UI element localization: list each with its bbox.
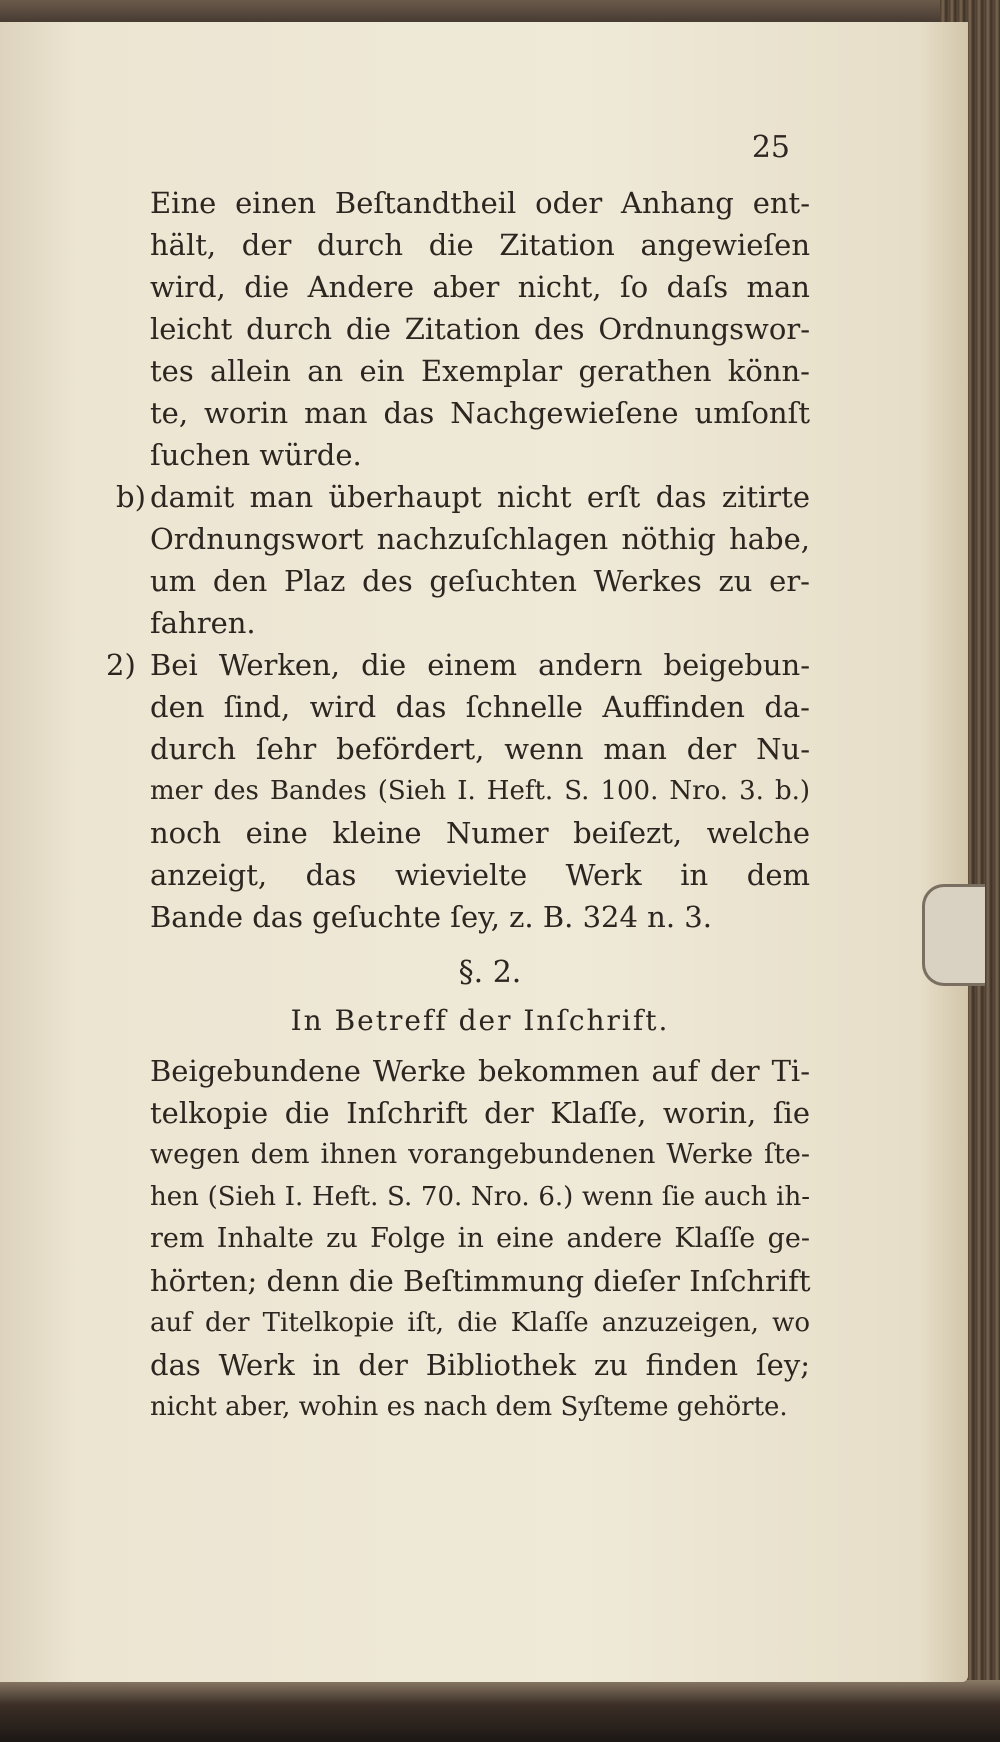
text-line: hen (Sieh I. Heft. S. 70. Nro. 6.) wenn ſie auch ih- (150, 1182, 810, 1212)
text-line: Eine einen Beſtandtheil oder Anhang ent- (150, 186, 810, 220)
text-line: hörten; denn die Beſtimmung dieſer Inſchrift (150, 1264, 811, 1298)
section-title: In Betreff der Inſchrift. (290, 1004, 670, 1037)
item-marker: b) (116, 480, 146, 514)
text-line: um den Plaz des geſuchten Werkes zu er- (150, 564, 810, 598)
section-mark: §. 2. (458, 955, 522, 990)
text-line: te, worin man das Nachgewieſene umſonſt (150, 396, 810, 430)
text-line: rem Inhalte zu Folge in eine andere Klaſſe ge- (150, 1223, 810, 1254)
text-line: wegen dem ihnen vorangebundenen Werke ſte- (150, 1139, 810, 1170)
item-text: damit man überhaupt nicht erſt das zitirte (150, 480, 810, 514)
body-paragraph (150, 1050, 810, 1428)
text-line: Bande das geſuchte ſey, z. B. 324 n. 3. (150, 900, 712, 934)
text-line: tes allein an ein Exemplar gerathen könn- (150, 354, 810, 388)
list-item-b (116, 476, 810, 644)
text-line: fahren. (150, 606, 256, 640)
text-line: ſuchen würde. (150, 438, 362, 472)
text-line: telkopie die Inſchrift der Klaſſe, worin, ſie (150, 1096, 810, 1130)
text-line: wird, die Andere aber nicht, ſo daſs man (150, 270, 810, 304)
text-line: durch ſehr befördert, wenn man der Nu- (150, 732, 810, 766)
book-page (0, 22, 968, 1682)
text-line: leicht durch die Zitation des Ordnungswor- (150, 312, 810, 346)
intro-paragraph (150, 182, 810, 476)
text-line: Ordnungswort nachzuſchlagen nöthig habe, (150, 522, 810, 556)
text-line: mer des Bandes (Sieh I. Heft. S. 100. Nro. 3. b.) (150, 776, 810, 806)
page-text (106, 182, 811, 1428)
page-bottom-edge (0, 1680, 1000, 1742)
page-number: 25 (751, 130, 790, 165)
text-line: Beigebundene Werke bekommen auf der Ti- (150, 1054, 810, 1088)
text-line: nicht aber, wohin es nach dem Syſteme gehörte. (150, 1392, 788, 1422)
text-line (116, 476, 810, 518)
text-line: hält, der durch die Zitation angewieſen (150, 228, 810, 262)
text-line (106, 644, 810, 686)
item-marker: 2) (106, 648, 136, 682)
text-line: noch eine kleine Numer beiſezt, welche (150, 816, 810, 850)
list-item-2 (106, 644, 810, 938)
text-line: das Werk in der Bibliothek zu finden ſey; (150, 1348, 810, 1382)
item-text: Bei Werken, die einem andern beigebun- (150, 648, 810, 682)
bookmark-tab (922, 884, 985, 986)
text-line: den ſind, wird das ſchnelle Auffinden da- (150, 690, 810, 724)
text-line: anzeigt, das wievielte Werk in dem (150, 858, 810, 892)
text-line: auf der Titelkopie iſt, die Klaſſe anzuzeigen, wo (150, 1308, 810, 1338)
